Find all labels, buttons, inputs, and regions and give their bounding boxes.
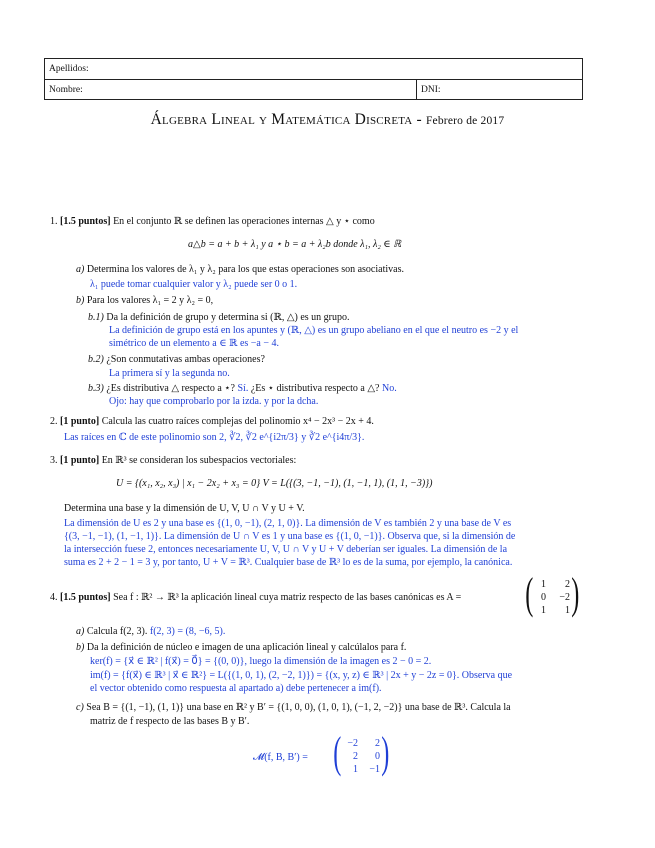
q1a-answer: λ₁ puede tomar cualquier valor y λ₂ puede ser 0 o 1. [90,279,298,290]
q1-intro: En el conjunto ℝ se definen las operaciones internas △ y ⋆ como [113,216,375,227]
q1b-question [76,295,213,307]
q1a-text: Determina los valores de λ₁ y λ₂ para los que estas operaciones son asociativas. [86,264,404,275]
q4b-answer-line2: im(f) = {f(x⃗) ∈ ℝ³ | x⃗ ∈ ℝ²} = L({(1, 0, 1), (2, −2, 1)}) = {(x, y, z) ∈ ℝ³ | 2x + y − 2z = 0}. Observa que [90,670,513,681]
matrix-m [333,728,396,781]
q4-text: Sea f : ℝ² → ℝ³ la aplicación lineal cuya matriz respecto de las bases canónicas es A = [113,592,462,603]
matrix-a [525,569,588,622]
q3-answer-line1: La dimensión de U es 2 y una base es {(1, 0, −1), (2, 1, 0)}. La dimensión de V es también 2 y una base de V es [64,518,512,529]
q1b1-label: b.1) [88,312,104,323]
matrix-a-cell: 1 [541,579,546,590]
q4b-text: Da la definición de núcleo e imagen de una aplicación lineal y calcúlalos para f. [86,642,407,653]
q4c-question-line1 [76,702,511,714]
q1b1-answer-line1: La definición de grupo está en los apuntes y (ℝ, △) es un grupo abeliano en el que el neutro es −2 y el [109,325,519,336]
dni-label: DNI: [421,85,441,95]
apellidos-label: Apellidos: [49,64,89,74]
q2-answer: Las raíces en ℂ de este polinomio son 2, ∛2, ∛2 e^{i2π/3} y ∛2 e^{i4π/3}. [64,432,365,443]
q2-text: Calcula las cuatro raíces complejas del polinomio x⁴ − 2x³ − 2x + 4. [101,416,374,427]
q4c-text: Sea B = {(1, −1), (1, 1)} una base en ℝ² y B′ = {(1, 0, 0), (1, 0, 1), (−1, 2, −2)} una base de ℝ³. Calcula la [86,702,511,713]
matrix-m-cell: −2 [347,738,358,749]
q4c-label: c) [76,702,84,713]
q1b1-answer-line2: simétrico de un elemento a ∈ ℝ es −a − 4. [109,338,279,349]
q1b2-text: ¿Son conmutativas ambas operaciones? [106,354,265,365]
q4a-label: a) [76,626,85,637]
q4a-answer: f(2, 3) = (8, −6, 5). [149,626,226,637]
page-title [0,111,655,129]
q1b2-label: b.2) [88,354,104,365]
q1b3-answer-b: No. [381,383,397,394]
q1b1-question [88,312,350,324]
q1a-question [76,264,404,276]
q3-statement [50,455,296,467]
matrix-m-cell: −1 [369,764,380,775]
q4-statement [50,592,461,604]
q2-statement [50,416,374,428]
q1-points: [1.5 puntos] [60,216,111,227]
matrix-a-cell: 2 [565,579,570,590]
table-divider [416,79,417,100]
matrix-a-cell: 0 [541,592,546,603]
matrix-m-right-paren: ) [381,728,390,777]
q1b3-text2: ¿Es ⋆ distributiva respecto a △? [248,383,382,394]
matrix-a-right-paren: ) [571,569,580,618]
student-info-table [44,58,583,100]
exam-date: Febrero de 2017 [425,115,505,127]
q1b2-question [88,354,265,366]
q4a-text: Calcula f(2, 3). [86,626,150,637]
q4c-question-line2: matriz de f respecto de las bases B y B′. [90,716,250,727]
q1b3-answer-a: Sí. [237,383,249,394]
matrix-a-left-paren: ( [525,569,534,618]
q3-question: Determina una base y la dimensión de U, V, U ∩ V y U + V. [64,503,305,514]
matrix-m-label: 𝓜(f, B, B′) = [253,752,308,763]
matrix-a-cell: −2 [559,592,570,603]
q3-answer-line3: la intersección fuese 2, entonces necesariamente U, V, U ∩ V y U + V deberían ser iguales. La dimensión de la [64,544,508,555]
q1a-label: a) [76,264,85,275]
matrix-a-cell: 1 [541,605,546,616]
q4a-question [76,626,225,638]
q3-answer-line2: {(3, −1, −1), (1, −1, 1)}. La dimensión de U ∩ V es 1 y una base es {(1, 0, −1)}. Observa que, si la dimensión de [64,531,516,542]
q4b-answer-line3: el vector obtenido como respuesta al apartado a) debe pertenecer a im(f). [90,683,382,694]
q1-statement [50,216,375,228]
q3-text: En ℝ³ se consideran los subespacios vectoriales: [101,455,297,466]
q3-answer-line4: suma es 2 + 2 − 1 = 3 y, por tanto, U + V = ℝ³. Cualquier base de ℝ³ lo es de la suma, por ejemplo, la canónica. [64,557,513,568]
apellidos-row [45,59,582,80]
q1-number: 1. [50,216,58,227]
matrix-m-cell: 2 [375,738,380,749]
q1-formula: a△b = a + b + λ₁ y a ⋆ b = a + λ₂b donde λ₁, λ₂ ∈ ℝ [188,239,402,250]
q4b-question [76,642,406,654]
q4b-answer-line1: ker(f) = {x⃗ ∈ ℝ² | f(x⃗) = 0⃗} = {(0, 0)}, luego la dimensión de la imagen es 2 − 0 = 2. [90,656,432,667]
q3-points: [1 punto] [60,455,100,466]
q2-points: [1 punto] [60,416,100,427]
q3-formula: U = {(x₁, x₂, x₃) | x₁ − 2x₂ + x₃ = 0} V = L({(3, −1, −1), (1, −1, 1), (1, 1, −3)}) [116,478,433,489]
matrix-m-cell: 1 [353,764,358,775]
q1b1-text: Da la definición de grupo y determina si (ℝ, △) es un grupo. [106,312,350,323]
q1b-text: Para los valores λ₁ = 2 y λ₂ = 0, [86,295,214,306]
q1b3-answer-note: Ojo: hay que comprobarlo por la izda. y por la dcha. [109,396,319,407]
q1b3-label: b.3) [88,383,104,394]
q3-number: 3. [50,455,58,466]
q1b3-text: ¿Es distributiva △ respecto a ⋆? [106,383,238,394]
matrix-m-left-paren: ( [333,728,342,777]
q1b-label: b) [76,295,85,306]
matrix-m-cell: 0 [375,751,380,762]
matrix-a-cell: 1 [565,605,570,616]
nombre-label: Nombre: [49,85,83,95]
q4-points: [1.5 puntos] [60,592,111,603]
q2-number: 2. [50,416,58,427]
course-title: Álgebra Lineal y Matemática Discreta - [150,111,422,128]
q4b-label: b) [76,642,85,653]
q4-number: 4. [50,592,58,603]
q1b2-answer: La primera sí y la segunda no. [109,368,230,379]
q1b3-question [88,383,397,395]
matrix-m-cell: 2 [353,751,358,762]
